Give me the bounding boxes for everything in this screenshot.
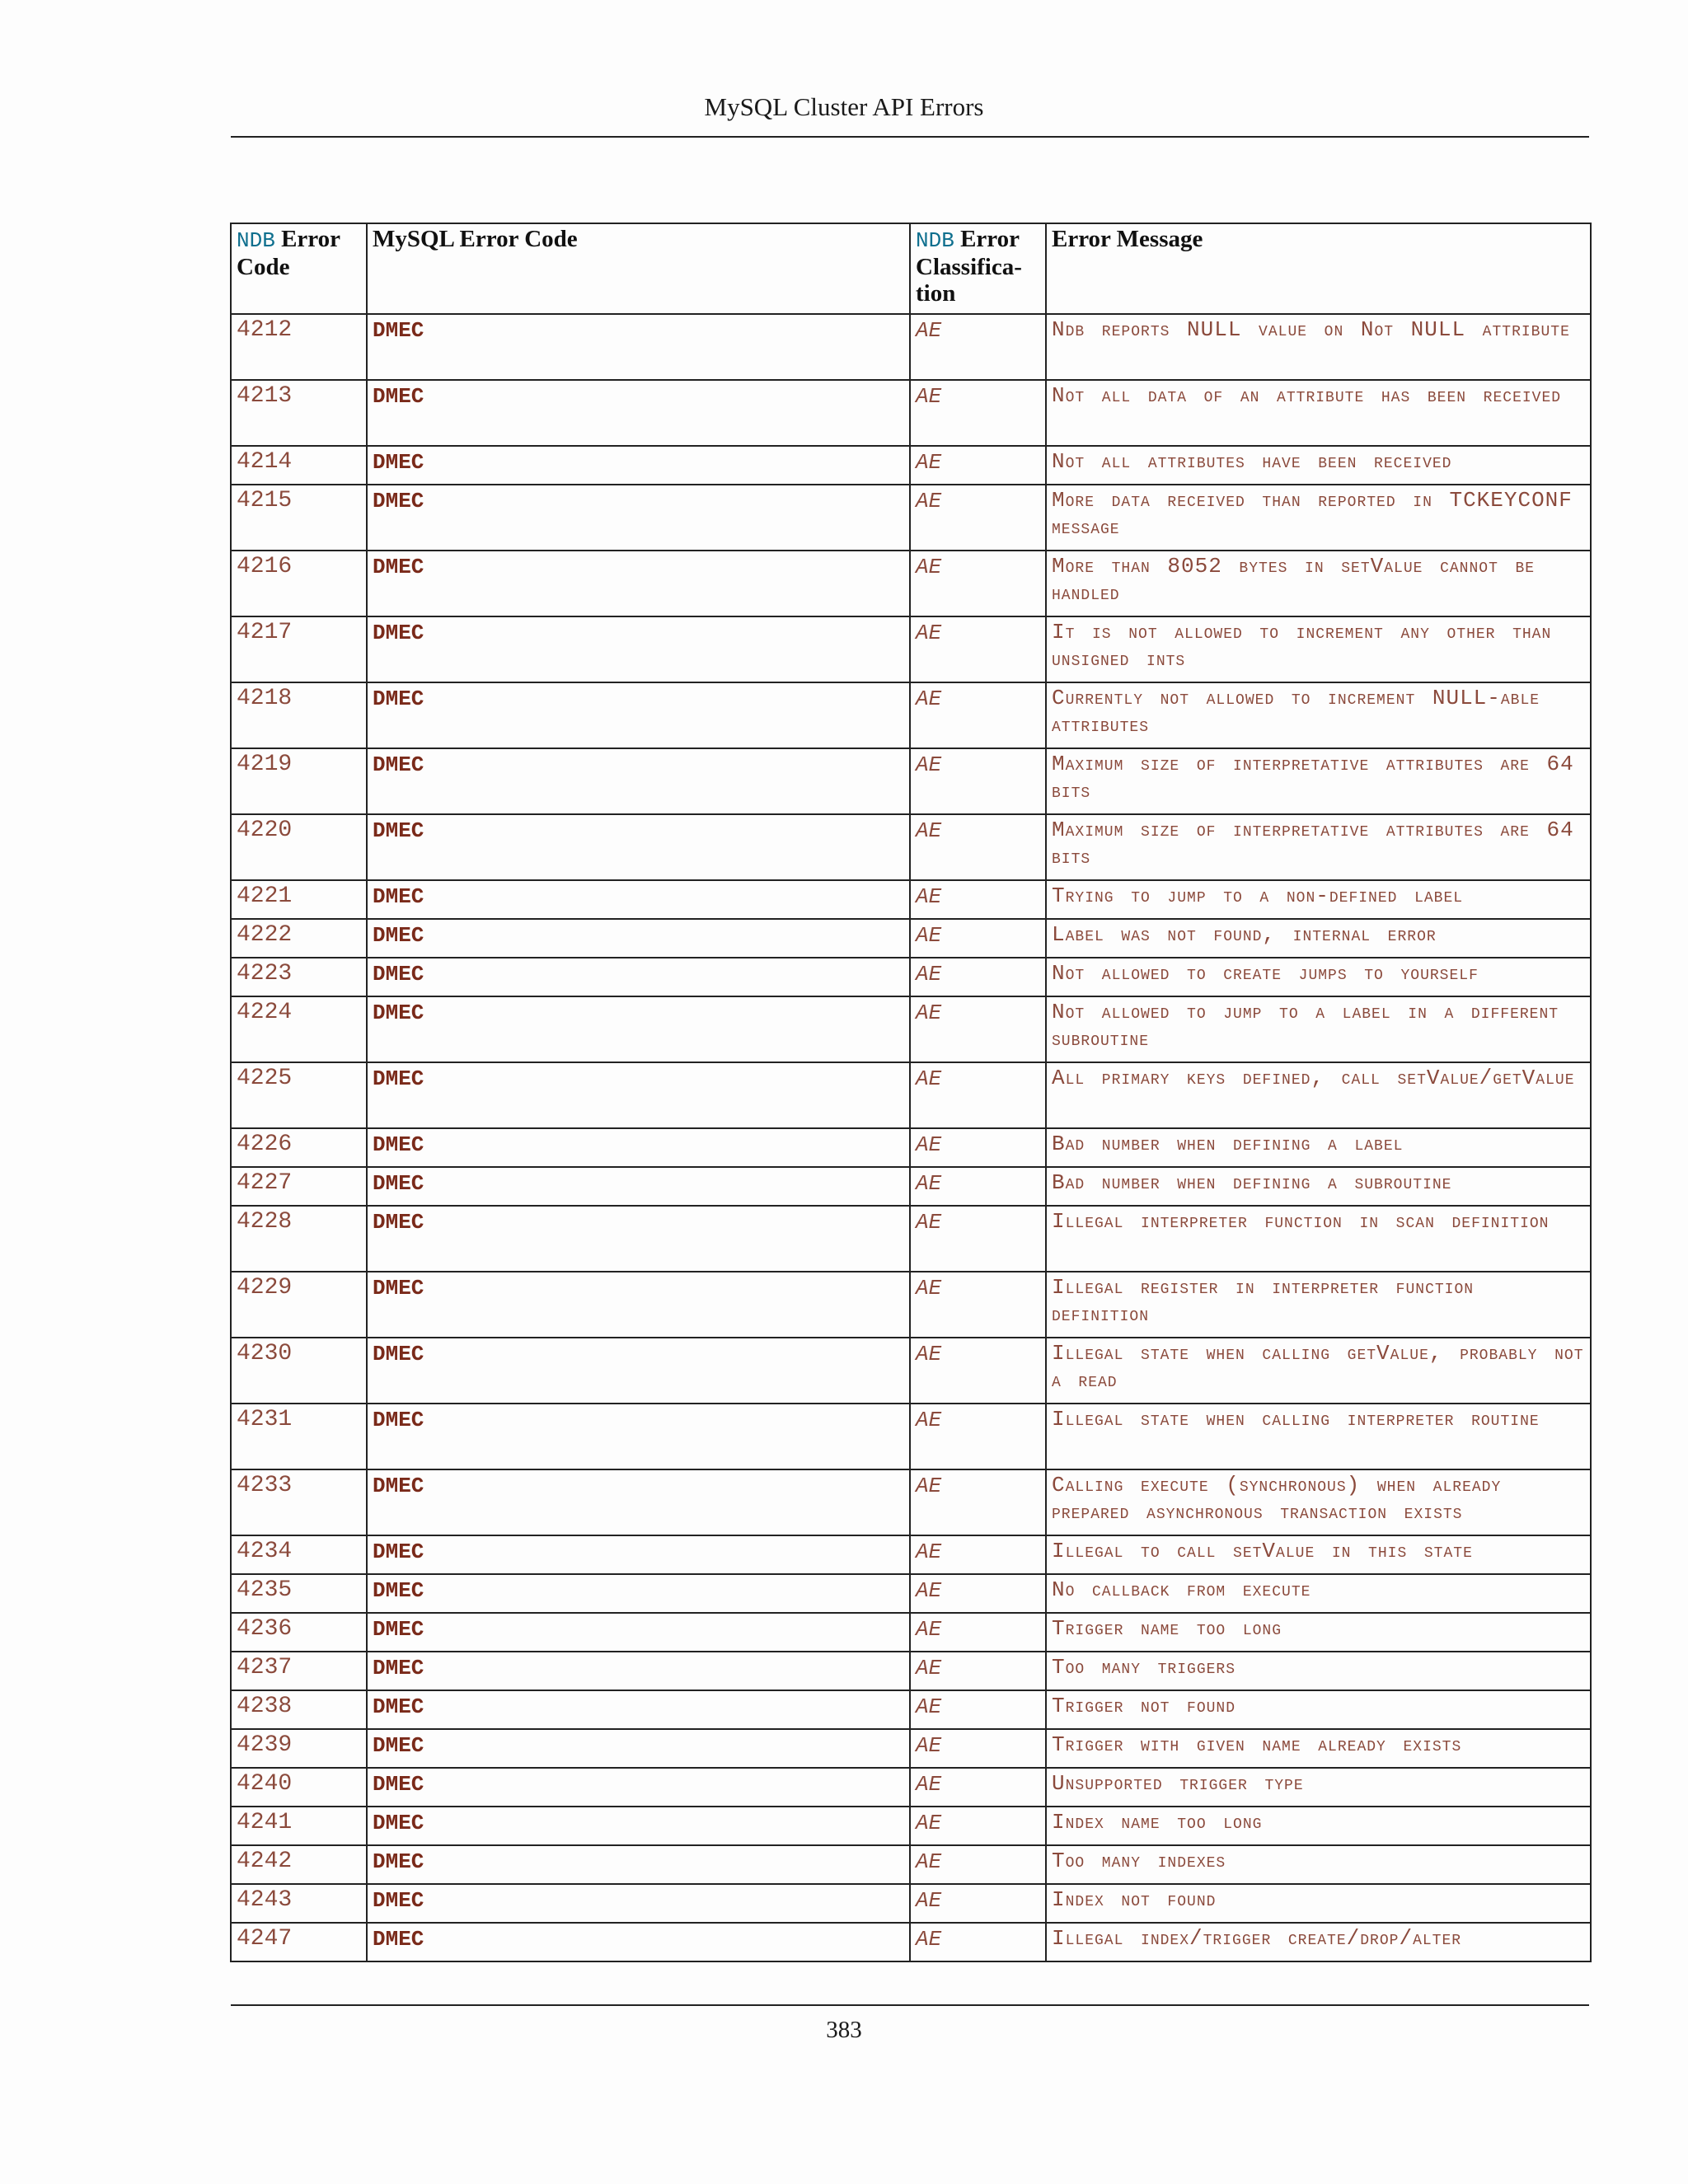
error-message-cell: Trigger not found xyxy=(1046,1690,1591,1729)
ndb-error-code-cell: 4239 xyxy=(231,1729,367,1768)
mysql-error-code-cell: DMEC xyxy=(367,1807,910,1845)
header-rule xyxy=(231,136,1589,138)
ndb-error-code-cell: 4247 xyxy=(231,1923,367,1961)
error-message-cell: Illegal state when calling interpreter routine xyxy=(1046,1404,1591,1469)
table-row xyxy=(231,682,1591,748)
error-message-cell: More than 8052 bytes in setValue cannot be handled xyxy=(1046,551,1591,616)
ndb-error-code-cell: 4238 xyxy=(231,1690,367,1729)
error-message-cell: Illegal index/trigger create/drop/alter xyxy=(1046,1923,1591,1961)
error-message-cell: Not all attributes have been received xyxy=(1046,446,1591,485)
error-classification-cell: AE xyxy=(910,1807,1046,1845)
mysql-error-code-cell: DMEC xyxy=(367,682,910,748)
mysql-error-code-cell: DMEC xyxy=(367,958,910,996)
ndb-error-code-cell: 4222 xyxy=(231,919,367,958)
table-row xyxy=(231,1613,1591,1652)
mysql-error-code-cell: DMEC xyxy=(367,1128,910,1167)
table-row xyxy=(231,1206,1591,1272)
error-message-cell: No callback from execute xyxy=(1046,1574,1591,1613)
error-classification-cell: AE xyxy=(910,682,1046,748)
header-ndb-error-classification xyxy=(910,223,1046,314)
mysql-error-code-cell: DMEC xyxy=(367,1574,910,1613)
error-message-cell: Trying to jump to a non-defined label xyxy=(1046,880,1591,919)
table-row xyxy=(231,616,1591,682)
table-row xyxy=(231,880,1591,919)
table-row xyxy=(231,996,1591,1062)
footer-rule xyxy=(231,2004,1589,2006)
error-message-cell: Label was not found, internal error xyxy=(1046,919,1591,958)
ndb-error-code-cell: 4217 xyxy=(231,616,367,682)
ndb-error-code-cell: 4234 xyxy=(231,1535,367,1574)
table-row xyxy=(231,1768,1591,1807)
table-row xyxy=(231,1845,1591,1884)
error-classification-cell: AE xyxy=(910,814,1046,880)
ndb-error-code-cell: 4240 xyxy=(231,1768,367,1807)
table-row xyxy=(231,1923,1591,1961)
error-classification-cell: AE xyxy=(910,1652,1046,1690)
mysql-error-code-cell: DMEC xyxy=(367,880,910,919)
mysql-error-code-cell: DMEC xyxy=(367,1729,910,1768)
error-classification-cell: AE xyxy=(910,1206,1046,1272)
error-message-cell: Bad number when defining a subroutine xyxy=(1046,1167,1591,1206)
ndb-error-code-cell: 4237 xyxy=(231,1652,367,1690)
table-row xyxy=(231,1535,1591,1574)
table-row xyxy=(231,1807,1591,1845)
table-row xyxy=(231,1469,1591,1535)
mysql-error-code-cell: DMEC xyxy=(367,1338,910,1404)
error-classification-cell: AE xyxy=(910,1690,1046,1729)
table-row xyxy=(231,919,1591,958)
mysql-error-code-cell: DMEC xyxy=(367,1923,910,1961)
table-row xyxy=(231,1652,1591,1690)
table-row xyxy=(231,1690,1591,1729)
header-ndb-error-code xyxy=(231,223,367,314)
ndb-error-code-cell: 4235 xyxy=(231,1574,367,1613)
error-classification-cell: AE xyxy=(910,551,1046,616)
error-message-cell: Not allowed to jump to a label in a different subroutine xyxy=(1046,996,1591,1062)
mysql-error-code-cell: DMEC xyxy=(367,1690,910,1729)
table-row xyxy=(231,814,1591,880)
error-classification-cell: AE xyxy=(910,1338,1046,1404)
table-row xyxy=(231,958,1591,996)
table-row xyxy=(231,1272,1591,1338)
ndb-error-code-cell: 4223 xyxy=(231,958,367,996)
table-row xyxy=(231,446,1591,485)
header-ndb-error-code-label: Error Code xyxy=(237,226,340,280)
ndb-error-code-cell: 4233 xyxy=(231,1469,367,1535)
error-classification-cell: AE xyxy=(910,1062,1046,1128)
error-classification-cell: AE xyxy=(910,1469,1046,1535)
error-classification-cell: AE xyxy=(910,1768,1046,1807)
error-classification-cell: AE xyxy=(910,314,1046,380)
ndb-error-code-cell: 4225 xyxy=(231,1062,367,1128)
error-message-cell: Trigger with given name already exists xyxy=(1046,1729,1591,1768)
error-message-cell: Not allowed to create jumps to yourself xyxy=(1046,958,1591,996)
header-error-message: Error Message xyxy=(1046,223,1591,314)
ndb-error-code-cell: 4230 xyxy=(231,1338,367,1404)
error-message-cell: Ndb reports NULL value on Not NULL attribute xyxy=(1046,314,1591,380)
ndb-error-code-cell: 4218 xyxy=(231,682,367,748)
mysql-error-code-cell: DMEC xyxy=(367,446,910,485)
mysql-error-code-cell: DMEC xyxy=(367,919,910,958)
error-message-cell: Index not found xyxy=(1046,1884,1591,1923)
error-message-cell: Maximum size of interpretative attributes are 64 bits xyxy=(1046,814,1591,880)
error-classification-cell: AE xyxy=(910,1535,1046,1574)
error-message-cell: Too many indexes xyxy=(1046,1845,1591,1884)
ndb-error-code-cell: 4220 xyxy=(231,814,367,880)
error-message-cell: Illegal register in interpreter function definition xyxy=(1046,1272,1591,1338)
table-header-row xyxy=(231,223,1591,314)
mysql-error-code-cell: DMEC xyxy=(367,1652,910,1690)
error-message-cell: Currently not allowed to increment NULL-able attributes xyxy=(1046,682,1591,748)
error-classification-cell: AE xyxy=(910,1574,1046,1613)
ndb-error-code-cell: 4241 xyxy=(231,1807,367,1845)
ndb-error-code-cell: 4229 xyxy=(231,1272,367,1338)
error-classification-cell: AE xyxy=(910,748,1046,814)
table-row xyxy=(231,1574,1591,1613)
error-classification-cell: AE xyxy=(910,616,1046,682)
ndb-error-code-cell: 4219 xyxy=(231,748,367,814)
error-message-cell: More data received than reported in TCKEYCONF message xyxy=(1046,485,1591,551)
error-classification-cell: AE xyxy=(910,1923,1046,1961)
error-message-cell: It is not allowed to increment any other than unsigned ints xyxy=(1046,616,1591,682)
error-message-cell: Bad number when defining a label xyxy=(1046,1128,1591,1167)
mysql-error-code-cell: DMEC xyxy=(367,1884,910,1923)
table-row xyxy=(231,314,1591,380)
mysql-error-code-cell: DMEC xyxy=(367,314,910,380)
table-row xyxy=(231,1128,1591,1167)
table-row xyxy=(231,380,1591,446)
ndb-error-code-cell: 4227 xyxy=(231,1167,367,1206)
table-row xyxy=(231,1884,1591,1923)
error-classification-cell: AE xyxy=(910,446,1046,485)
ndb-error-code-cell: 4231 xyxy=(231,1404,367,1469)
ndb-error-code-cell: 4236 xyxy=(231,1613,367,1652)
error-table xyxy=(230,223,1592,1962)
mysql-error-code-cell: DMEC xyxy=(367,1167,910,1206)
table-row xyxy=(231,1062,1591,1128)
error-classification-cell: AE xyxy=(910,1128,1046,1167)
mysql-error-code-cell: DMEC xyxy=(367,1206,910,1272)
error-classification-cell: AE xyxy=(910,1729,1046,1768)
ndb-error-code-cell: 4213 xyxy=(231,380,367,446)
ndb-error-code-cell: 4214 xyxy=(231,446,367,485)
mysql-error-code-cell: DMEC xyxy=(367,996,910,1062)
table-row xyxy=(231,748,1591,814)
table-row xyxy=(231,1338,1591,1404)
ndb-error-code-cell: 4215 xyxy=(231,485,367,551)
error-classification-cell: AE xyxy=(910,1404,1046,1469)
error-classification-cell: AE xyxy=(910,958,1046,996)
error-classification-cell: AE xyxy=(910,880,1046,919)
ndb-error-code-cell: 4224 xyxy=(231,996,367,1062)
error-message-cell: Maximum size of interpretative attributes are 64 bits xyxy=(1046,748,1591,814)
table-row xyxy=(231,1167,1591,1206)
error-classification-cell: AE xyxy=(910,1167,1046,1206)
table-row xyxy=(231,485,1591,551)
error-classification-cell: AE xyxy=(910,1272,1046,1338)
error-classification-cell: AE xyxy=(910,919,1046,958)
table-row xyxy=(231,1729,1591,1768)
error-classification-cell: AE xyxy=(910,1884,1046,1923)
ndb-error-code-cell: 4216 xyxy=(231,551,367,616)
ndb-error-code-cell: 4242 xyxy=(231,1845,367,1884)
mysql-error-code-cell: DMEC xyxy=(367,1613,910,1652)
error-message-cell: Trigger name too long xyxy=(1046,1613,1591,1652)
ndb-error-code-cell: 4212 xyxy=(231,314,367,380)
ndb-error-code-cell: 4228 xyxy=(231,1206,367,1272)
error-classification-cell: AE xyxy=(910,485,1046,551)
error-message-cell: Calling execute (synchronous) when already prepared asynchronous transaction exists xyxy=(1046,1469,1591,1535)
header-ndb-error-classification-label: Error Classifica-tion xyxy=(916,226,1022,307)
error-message-cell: Unsupported trigger type xyxy=(1046,1768,1591,1807)
error-message-cell: Not all data of an attribute has been received xyxy=(1046,380,1591,446)
error-classification-cell: AE xyxy=(910,380,1046,446)
error-message-cell: Index name too long xyxy=(1046,1807,1591,1845)
error-message-cell: Too many triggers xyxy=(1046,1652,1591,1690)
table-row xyxy=(231,1404,1591,1469)
page-number: 383 xyxy=(826,2017,862,2043)
error-classification-cell: AE xyxy=(910,996,1046,1062)
mysql-error-code-cell: DMEC xyxy=(367,1469,910,1535)
mysql-error-code-cell: DMEC xyxy=(367,1768,910,1807)
error-message-cell: Illegal to call setValue in this state xyxy=(1046,1535,1591,1574)
ndb-error-code-cell: 4221 xyxy=(231,880,367,919)
error-message-cell: All primary keys defined, call setValue/getValue xyxy=(1046,1062,1591,1128)
ndb-keyword: NDB xyxy=(237,228,275,253)
ndb-error-code-cell: 4243 xyxy=(231,1884,367,1923)
mysql-error-code-cell: DMEC xyxy=(367,1062,910,1128)
header-mysql-error-code: MySQL Error Code xyxy=(367,223,910,314)
ndb-error-code-cell: 4226 xyxy=(231,1128,367,1167)
mysql-error-code-cell: DMEC xyxy=(367,1535,910,1574)
mysql-error-code-cell: DMEC xyxy=(367,1404,910,1469)
error-message-cell: Illegal state when calling getValue, probably not a read xyxy=(1046,1338,1591,1404)
error-message-cell: Illegal interpreter function in scan definition xyxy=(1046,1206,1591,1272)
mysql-error-code-cell: DMEC xyxy=(367,814,910,880)
mysql-error-code-cell: DMEC xyxy=(367,551,910,616)
ndb-keyword: NDB xyxy=(916,228,954,253)
mysql-error-code-cell: DMEC xyxy=(367,485,910,551)
mysql-error-code-cell: DMEC xyxy=(367,380,910,446)
mysql-error-code-cell: DMEC xyxy=(367,616,910,682)
mysql-error-code-cell: DMEC xyxy=(367,1845,910,1884)
mysql-error-code-cell: DMEC xyxy=(367,748,910,814)
error-classification-cell: AE xyxy=(910,1845,1046,1884)
error-classification-cell: AE xyxy=(910,1613,1046,1652)
page-header-title: MySQL Cluster API Errors xyxy=(704,92,984,121)
mysql-error-code-cell: DMEC xyxy=(367,1272,910,1338)
table-row xyxy=(231,551,1591,616)
